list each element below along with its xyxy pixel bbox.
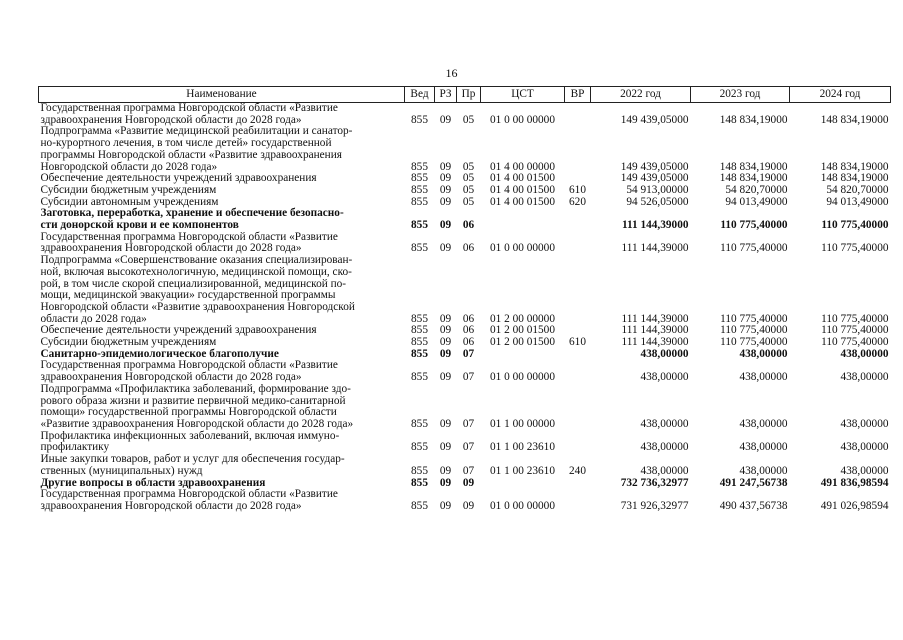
cell-2023: 438,00000: [739, 371, 788, 384]
cell-2022: 111 144,39000: [621, 312, 689, 325]
cell-2023: 110 775,40000: [720, 324, 788, 337]
cell-name-line: мощи, медицинской эвакуации» государственной программы: [40, 289, 336, 302]
table-row: [39, 337, 891, 349]
cell-ved: 855: [411, 312, 428, 325]
cell-name-line: программы Новгородской области «Развитие здравоохранения: [40, 148, 342, 161]
cell-2023: 94 013,49000: [725, 195, 788, 208]
cell-name-line: здравоохранения Новгородской области до 2028 года»: [40, 242, 302, 255]
cell-name-line: рового образа жизни и развитие первичной медико-санитарной: [40, 394, 346, 407]
cell-ved: 855: [411, 113, 428, 126]
cell-2024: 438,00000: [840, 441, 889, 454]
cell-2022: 111 144,39000: [621, 242, 689, 255]
cell-cst: [481, 208, 565, 231]
cell-name-line: Государственная программа Новгородской области «Развитие: [40, 488, 338, 501]
cell-pr: 06: [462, 242, 475, 255]
cell-2023: 438,00000: [739, 417, 788, 430]
cell-rz: 09: [439, 183, 452, 196]
cell-2022: 111 144,39000: [621, 336, 689, 349]
cell-vr: [565, 489, 591, 512]
cell-2022: 54 913,00000: [626, 183, 689, 196]
cell-name-line: сти донорской крови и ее компонентов: [40, 219, 239, 232]
cell-2023: 148 834,19000: [719, 113, 788, 126]
table-row: [39, 103, 891, 127]
cell-name: [39, 489, 405, 512]
cell-pr: 09: [462, 499, 475, 512]
cell-name-line: Обеспечение деятельности учреждений здравоохранения: [40, 324, 317, 337]
cell-pr: 05: [462, 183, 475, 196]
cell-name: [39, 126, 405, 173]
cell-ved: 855: [411, 172, 428, 185]
cell-2022: 149 439,05000: [620, 172, 689, 185]
cell-name-line: Подпрограмма «Развитие медицинской реабилитации и санатор-: [40, 125, 353, 138]
cell-rz: 09: [439, 172, 452, 185]
cell-name-line: но-курортного лечения, в том числе детей» государственной: [40, 137, 332, 150]
cell-cst: 01 4 00 01500: [490, 172, 555, 185]
cell-2024: 148 834,19000: [820, 172, 889, 185]
cell-pr: 07: [462, 347, 475, 360]
cell-vr: 610: [569, 336, 586, 349]
col-header-2022: 2022 год: [591, 87, 691, 103]
cell-rz: 09: [439, 476, 452, 489]
cell-name-line: Новгородской области «Развитие здравоохранения Новгородской: [40, 300, 355, 313]
cell-cst: 01 0 00 00000: [490, 499, 555, 512]
cell-name-line: рой, в том числе скорой специализированной, медицинской по-: [40, 277, 347, 290]
cell-2023: 490 437,56738: [719, 499, 788, 512]
cell-2023: 110 775,40000: [720, 312, 788, 325]
cell-cst: 01 4 00 00000: [490, 160, 555, 173]
cell-cst: 01 4 00 01500: [490, 195, 555, 208]
cell-cst: 01 2 00 01500: [490, 336, 555, 349]
cell-pr: 05: [462, 113, 475, 126]
cell-cst: 01 1 00 00000: [490, 417, 555, 430]
cell-vr: 620: [569, 195, 586, 208]
budget-table: [38, 86, 891, 513]
cell-ved: 855: [411, 347, 428, 360]
cell-name-line: Субсидии бюджетным учреждениям: [40, 183, 217, 196]
cell-2023: 491 247,56738: [719, 476, 788, 489]
table-row: [39, 384, 891, 431]
cell-cst: 01 1 00 23610: [490, 464, 555, 477]
cell-vr: [565, 232, 591, 255]
cell-name: [39, 454, 405, 477]
cell-rz: 09: [439, 312, 452, 325]
cell-2024: 148 834,19000: [820, 113, 889, 126]
cell-cst: 01 1 00 23610: [490, 441, 555, 454]
cell-name-line: Государственная программа Новгородской области «Развитие: [40, 230, 338, 243]
col-header-2024: 2024 год: [790, 87, 891, 103]
table-row: [39, 126, 891, 173]
cell-name-line: Государственная программа Новгородской области «Развитие: [40, 359, 338, 372]
cell-2024: 110 775,40000: [821, 219, 889, 232]
cell-cst: 01 0 00 00000: [490, 113, 555, 126]
table-row: [39, 431, 891, 454]
table-row: [39, 208, 891, 231]
cell-2024: 54 820,70000: [826, 183, 889, 196]
cell-rz: 09: [439, 417, 452, 430]
cell-2023: 110 775,40000: [720, 242, 788, 255]
cell-vr: 240: [569, 464, 586, 477]
cell-name-line: «Развитие здравоохранения Новгородской области до 2028 года»: [40, 417, 354, 430]
cell-vr: [565, 208, 591, 231]
col-header-ved: Вед: [405, 87, 435, 103]
cell-rz: 09: [439, 441, 452, 454]
cell-2022: 732 736,32977: [620, 476, 689, 489]
cell-name: [39, 103, 405, 127]
cell-2024: 438,00000: [840, 464, 889, 477]
cell-2023: 438,00000: [739, 464, 788, 477]
cell-rz: 09: [439, 371, 452, 384]
cell-2022: 438,00000: [640, 417, 689, 430]
cell-2022: 438,00000: [640, 347, 689, 360]
cell-name-line: Санитарно-эпидемиологическое благополучие: [40, 347, 279, 360]
cell-cst: [481, 478, 565, 490]
cell-name-line: Обеспечение деятельности учреждений здравоохранения: [40, 172, 317, 185]
table-row: [39, 232, 891, 255]
cell-ved: 855: [411, 195, 428, 208]
table-row: [39, 360, 891, 383]
cell-2022: 111 144,39000: [621, 324, 689, 337]
cell-ved: 855: [411, 441, 428, 454]
cell-pr: 07: [462, 371, 475, 384]
cell-rz: 09: [439, 113, 452, 126]
cell-2024: 110 775,40000: [821, 312, 889, 325]
cell-ved: 855: [411, 242, 428, 255]
cell-2022: 149 439,05000: [620, 113, 689, 126]
cell-name-line: Субсидии бюджетным учреждениям: [40, 336, 217, 349]
cell-ved: 855: [411, 160, 428, 173]
cell-cst: 01 0 00 00000: [490, 242, 555, 255]
col-header-vr: ВР: [565, 87, 591, 103]
cell-cst: 01 0 00 00000: [490, 371, 555, 384]
cell-rz: 09: [439, 219, 452, 232]
cell-name: [39, 185, 405, 197]
cell-name: [39, 384, 405, 431]
table-row: [39, 489, 891, 512]
cell-2022: 438,00000: [640, 441, 689, 454]
cell-vr: [565, 360, 591, 383]
cell-ved: 855: [411, 324, 428, 337]
cell-2024: 94 013,49000: [826, 195, 889, 208]
cell-pr: 07: [462, 441, 475, 454]
cell-cst: 01 4 00 01500: [490, 183, 555, 196]
cell-2023: 110 775,40000: [720, 336, 788, 349]
cell-name-line: Подпрограмма «Профилактика заболеваний, формирование здо-: [40, 382, 351, 395]
cell-vr: [565, 431, 591, 454]
table-row: [39, 185, 891, 197]
cell-ved: 855: [411, 499, 428, 512]
col-header-cst: ЦСТ: [481, 87, 565, 103]
cell-2024: 438,00000: [840, 371, 889, 384]
cell-2024: 110 775,40000: [821, 324, 889, 337]
table-row: [39, 454, 891, 477]
cell-vr: [565, 478, 591, 490]
cell-2023: 110 775,40000: [720, 219, 788, 232]
cell-rz: 09: [439, 195, 452, 208]
cell-vr: 610: [569, 183, 586, 196]
cell-name-line: Иные закупки товаров, работ и услуг для обеспечения государ-: [40, 453, 345, 466]
cell-pr: 05: [462, 195, 475, 208]
col-header-pr: Пр: [457, 87, 481, 103]
cell-name-line: Государственная программа Новгородской области «Развитие: [40, 102, 338, 114]
cell-2024: 110 775,40000: [821, 336, 889, 349]
table-row: [39, 255, 891, 325]
cell-name-line: здравоохранения Новгородской области до 2028 года»: [40, 371, 302, 384]
page-number: 16: [445, 66, 458, 80]
cell-rz: 09: [439, 242, 452, 255]
cell-2023: 148 834,19000: [719, 172, 788, 185]
cell-name-line: области до 2028 года»: [40, 312, 147, 325]
cell-vr: [565, 384, 591, 431]
cell-rz: 09: [439, 464, 452, 477]
cell-name-line: Профилактика инфекционных заболеваний, включая иммуно-: [40, 429, 340, 442]
cell-cst: [481, 349, 565, 361]
cell-name-line: Другие вопросы в области здравоохранения: [40, 476, 266, 489]
cell-name-line: Субсидии автономным учреждениям: [40, 195, 219, 208]
cell-ved: 855: [411, 476, 428, 489]
cell-name-line: Новгородской области до 2028 года»: [40, 160, 218, 173]
cell-pr: 06: [462, 336, 475, 349]
cell-pr: 06: [462, 219, 475, 232]
cell-ved: 855: [411, 417, 428, 430]
col-header-2023: 2023 год: [691, 87, 790, 103]
cell-rz: 09: [439, 347, 452, 360]
cell-ved: 855: [411, 464, 428, 477]
cell-vr: [565, 255, 591, 325]
cell-2023: 438,00000: [739, 441, 788, 454]
cell-name-line: профилактику: [40, 441, 110, 454]
cell-name-line: Подпрограмма «Совершенствование оказания специализирован-: [40, 254, 353, 267]
cell-rz: 09: [439, 499, 452, 512]
cell-rz: 09: [439, 160, 452, 173]
cell-2024: 148 834,19000: [820, 160, 889, 173]
cell-cst: 01 2 00 01500: [490, 324, 555, 337]
cell-name: [39, 208, 405, 231]
cell-name-line: ной, включая высокотехнологичную, медицинской помощи, ско-: [40, 265, 352, 278]
cell-pr: 05: [462, 160, 475, 173]
table-body: [39, 103, 891, 513]
cell-vr: [565, 126, 591, 173]
cell-2022: 111 144,39000: [621, 219, 689, 232]
cell-name: [39, 255, 405, 325]
cell-pr: 07: [462, 417, 475, 430]
cell-ved: 855: [411, 336, 428, 349]
cell-pr: 09: [462, 476, 475, 489]
cell-cst: 01 2 00 00000: [490, 312, 555, 325]
col-header-name: Наименование: [39, 87, 405, 103]
cell-name: [39, 431, 405, 454]
cell-name-line: здравоохранения Новгородской области до 2028 года»: [40, 113, 302, 126]
cell-2022: 438,00000: [640, 464, 689, 477]
cell-2024: 491 836,98594: [820, 476, 889, 489]
cell-name-line: помощи» государственной программы Новгородской области: [40, 406, 337, 419]
cell-2022: 149 439,05000: [620, 160, 689, 173]
cell-2022: 438,00000: [640, 371, 689, 384]
cell-pr: 06: [462, 312, 475, 325]
cell-2022: 731 926,32977: [620, 499, 689, 512]
col-header-rz: РЗ: [435, 87, 457, 103]
cell-pr: 06: [462, 324, 475, 337]
cell-pr: 05: [462, 172, 475, 185]
cell-ved: 855: [411, 183, 428, 196]
cell-pr: 07: [462, 464, 475, 477]
cell-rz: 09: [439, 336, 452, 349]
cell-ved: 855: [411, 371, 428, 384]
cell-vr: [565, 349, 591, 361]
cell-name-line: Заготовка, переработка, хранение и обеспечение безопасно-: [40, 207, 344, 220]
cell-name: [39, 337, 405, 349]
cell-2023: 54 820,70000: [725, 183, 788, 196]
cell-rz: 09: [439, 324, 452, 337]
cell-name: [39, 232, 405, 255]
cell-ved: 855: [411, 219, 428, 232]
cell-vr: [565, 103, 591, 127]
cell-2022: 94 526,05000: [626, 195, 689, 208]
cell-name-line: здравоохранения Новгородской области до 2028 года»: [40, 499, 302, 512]
cell-2023: 148 834,19000: [719, 160, 788, 173]
cell-2024: 438,00000: [840, 347, 889, 360]
cell-2024: 438,00000: [840, 417, 889, 430]
cell-2024: 110 775,40000: [821, 242, 889, 255]
table-header-row: [39, 87, 891, 103]
cell-2023: 438,00000: [739, 347, 788, 360]
cell-2024: 491 026,98594: [820, 499, 889, 512]
cell-name-line: ственных (муниципальных) нужд: [40, 464, 203, 477]
cell-name: [39, 360, 405, 383]
